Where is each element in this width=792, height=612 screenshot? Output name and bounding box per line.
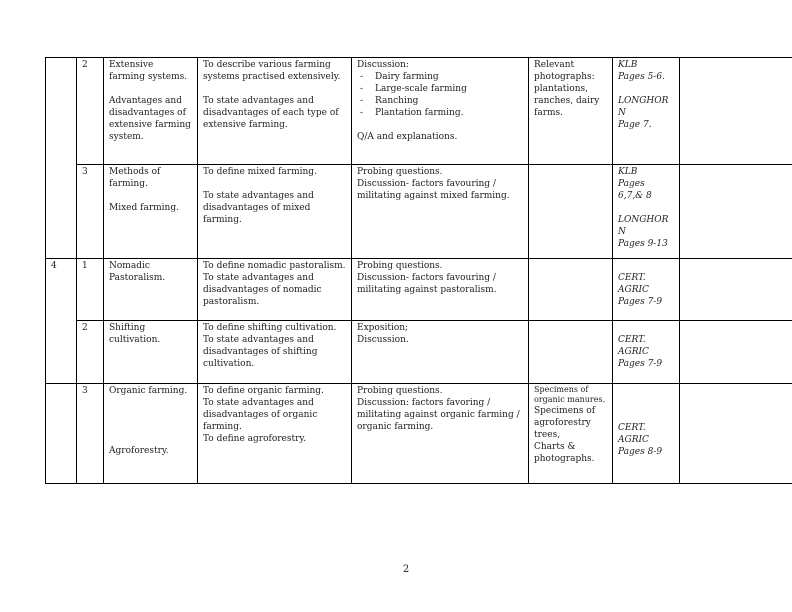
topic-cell: Nomadic Pastoralism. [103, 258, 197, 320]
remarks-cell [679, 320, 792, 383]
objectives-cell: To define shifting cultivation. To state advantages and disadvantages of shifting cultivation. [197, 320, 351, 383]
remarks-cell [679, 164, 792, 258]
activities-cell [351, 57, 528, 164]
remarks-cell [679, 383, 792, 484]
activities-cell: Probing questions. Discussion- factors favouring / militating against pastoralism. [351, 258, 528, 320]
objectives-cell: To define nomadic pastoralism. To state advantages and disadvantages of nomadic pastoralism. [197, 258, 351, 320]
activities-intro: Discussion: [357, 60, 409, 70]
week-cell [45, 57, 76, 258]
topic-cell: Shifting cultivation. [103, 320, 197, 383]
topic-cell: Organic farming. Agroforestry. [103, 383, 197, 484]
resources-text: Specimens of agroforestry trees, Charts & photographs. [534, 406, 596, 464]
list-item: - Dairy farming [375, 71, 523, 83]
activities-cell: Probing questions. Discussion: factors favoring / militating against organic farming / organic farming. [351, 383, 528, 484]
references-cell: CERT. AGRIC Pages 8-9 [612, 383, 679, 484]
list-item: - Ranching [375, 95, 523, 107]
lesson-cell: 2 [76, 320, 103, 383]
week-cell [45, 383, 76, 484]
resources-cell [528, 164, 612, 258]
topic-cell: Extensive farming systems. Advantages and disadvantages of extensive farming system. [103, 57, 197, 164]
references-cell: KLB Pages 5-6. LONGHOR N Page 7. [612, 57, 679, 164]
week-cell: 4 [45, 258, 76, 383]
lesson-cell: 3 [76, 164, 103, 258]
remarks-cell [679, 258, 792, 320]
objectives-cell: To define organic farming. To state advantages and disadvantages of organic farming. To define agroforestry. [197, 383, 351, 484]
list-item: - Plantation farming. [375, 107, 523, 119]
topic-cell: Methods of farming. Mixed farming. [103, 164, 197, 258]
remarks-cell [679, 57, 792, 164]
objectives-cell: To describe various farming systems practised extensively. To state advantages and disadvantages of each type of extensive farming. [197, 57, 351, 164]
list-item: - Large-scale farming [375, 83, 523, 95]
page-number: 2 [402, 564, 410, 575]
activities-cell: Probing questions. Discussion- factors favouring / militating against mixed farming. [351, 164, 528, 258]
resources-cell [528, 258, 612, 320]
resources-cell [528, 320, 612, 383]
lesson-cell: 1 [76, 258, 103, 320]
resources-cell [528, 383, 612, 484]
resources-cell: Relevant photographs: plantations, ranches, dairy farms. [528, 57, 612, 164]
activities-list [357, 71, 523, 119]
activities-outro: Q/A and explanations. [357, 132, 458, 142]
references-cell: CERT. AGRIC Pages 7-9 [612, 258, 679, 320]
lesson-cell: 3 [76, 383, 103, 484]
references-cell: CERT. AGRIC Pages 7-9 [612, 320, 679, 383]
lesson-cell: 2 [76, 57, 103, 164]
references-cell: KLB Pages 6,7,& 8 LONGHOR N Pages 9-13 [612, 164, 679, 258]
activities-cell: Exposition; Discussion. [351, 320, 528, 383]
resources-text: Specimens of organic manures. [534, 385, 606, 404]
objectives-cell: To define mixed farming. To state advantages and disadvantages of mixed farming. [197, 164, 351, 258]
